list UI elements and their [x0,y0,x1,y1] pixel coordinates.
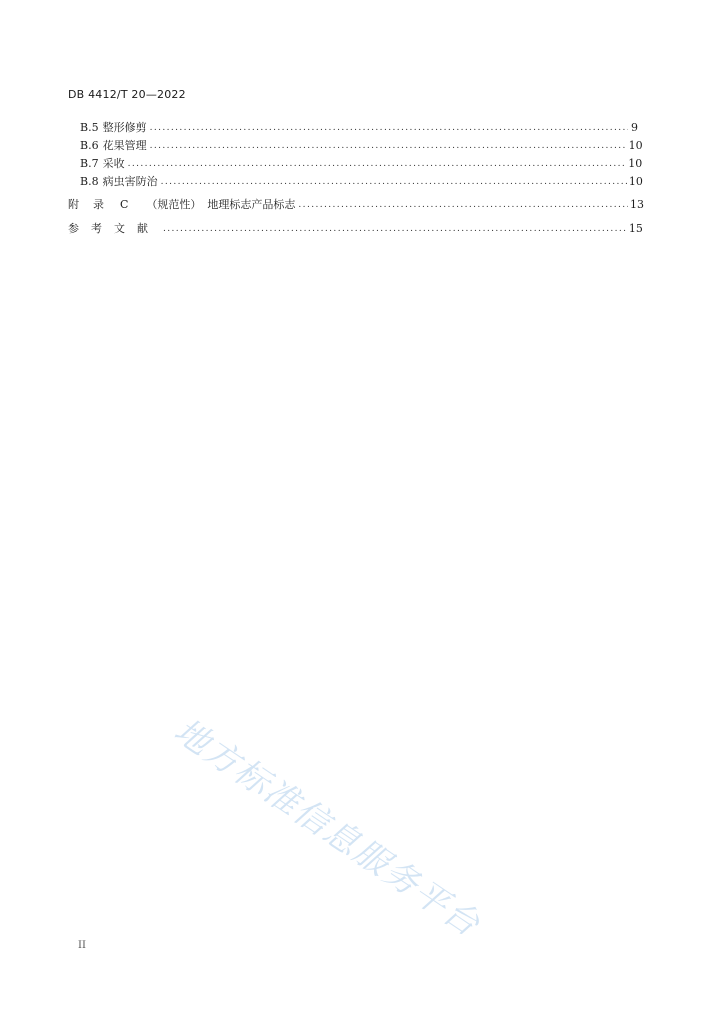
toc-entry-number: B.7 [80,157,99,170]
toc-entry-number: B.5 [80,121,99,134]
appendix-label: 附录 [68,198,118,211]
toc-entry-number: B.6 [80,139,99,152]
toc-entry-title: 采收 [102,157,125,170]
appendix-normative-note: （规范性） [146,198,202,211]
toc-leader-dots [161,174,627,190]
platform-watermark: 地方标准信息服务平台 [166,710,488,946]
toc-entry-b8[interactable] [80,174,643,190]
toc-entry-page: 15 [628,222,643,235]
toc-entry-page: 10 [628,175,643,188]
toc-entry-b7[interactable] [80,156,643,172]
table-of-contents [0,0,724,260]
toc-entry-page: 10 [628,157,643,170]
toc-leader-dots [128,156,627,172]
toc-leader-dots [163,221,627,237]
toc-entry-appendix-c[interactable] [68,197,644,213]
toc-entry-page: 9 [631,121,638,134]
toc-leader-dots [150,120,628,136]
toc-entry-number: B.8 [80,175,99,188]
references-label: 参考文献 [68,222,160,235]
toc-entry-page: 10 [628,139,643,152]
toc-entry-references[interactable] [68,221,643,237]
appendix-letter: C [120,198,129,211]
toc-leader-dots [150,138,627,154]
toc-entry-b5[interactable] [80,120,638,136]
toc-entry-title: 病虫害防治 [102,175,158,188]
toc-entry-title: 花果管理 [102,139,147,152]
footer-page-number: II [78,940,86,951]
toc-entry-b6[interactable] [80,138,643,154]
toc-entry-page: 13 [630,198,644,211]
toc-entry-title: 整形修剪 [102,121,147,134]
document-code: DB 4412/T 20—2022 [68,88,186,101]
appendix-title: 地理标志产品标志 [207,198,296,211]
toc-leader-dots [298,197,628,213]
